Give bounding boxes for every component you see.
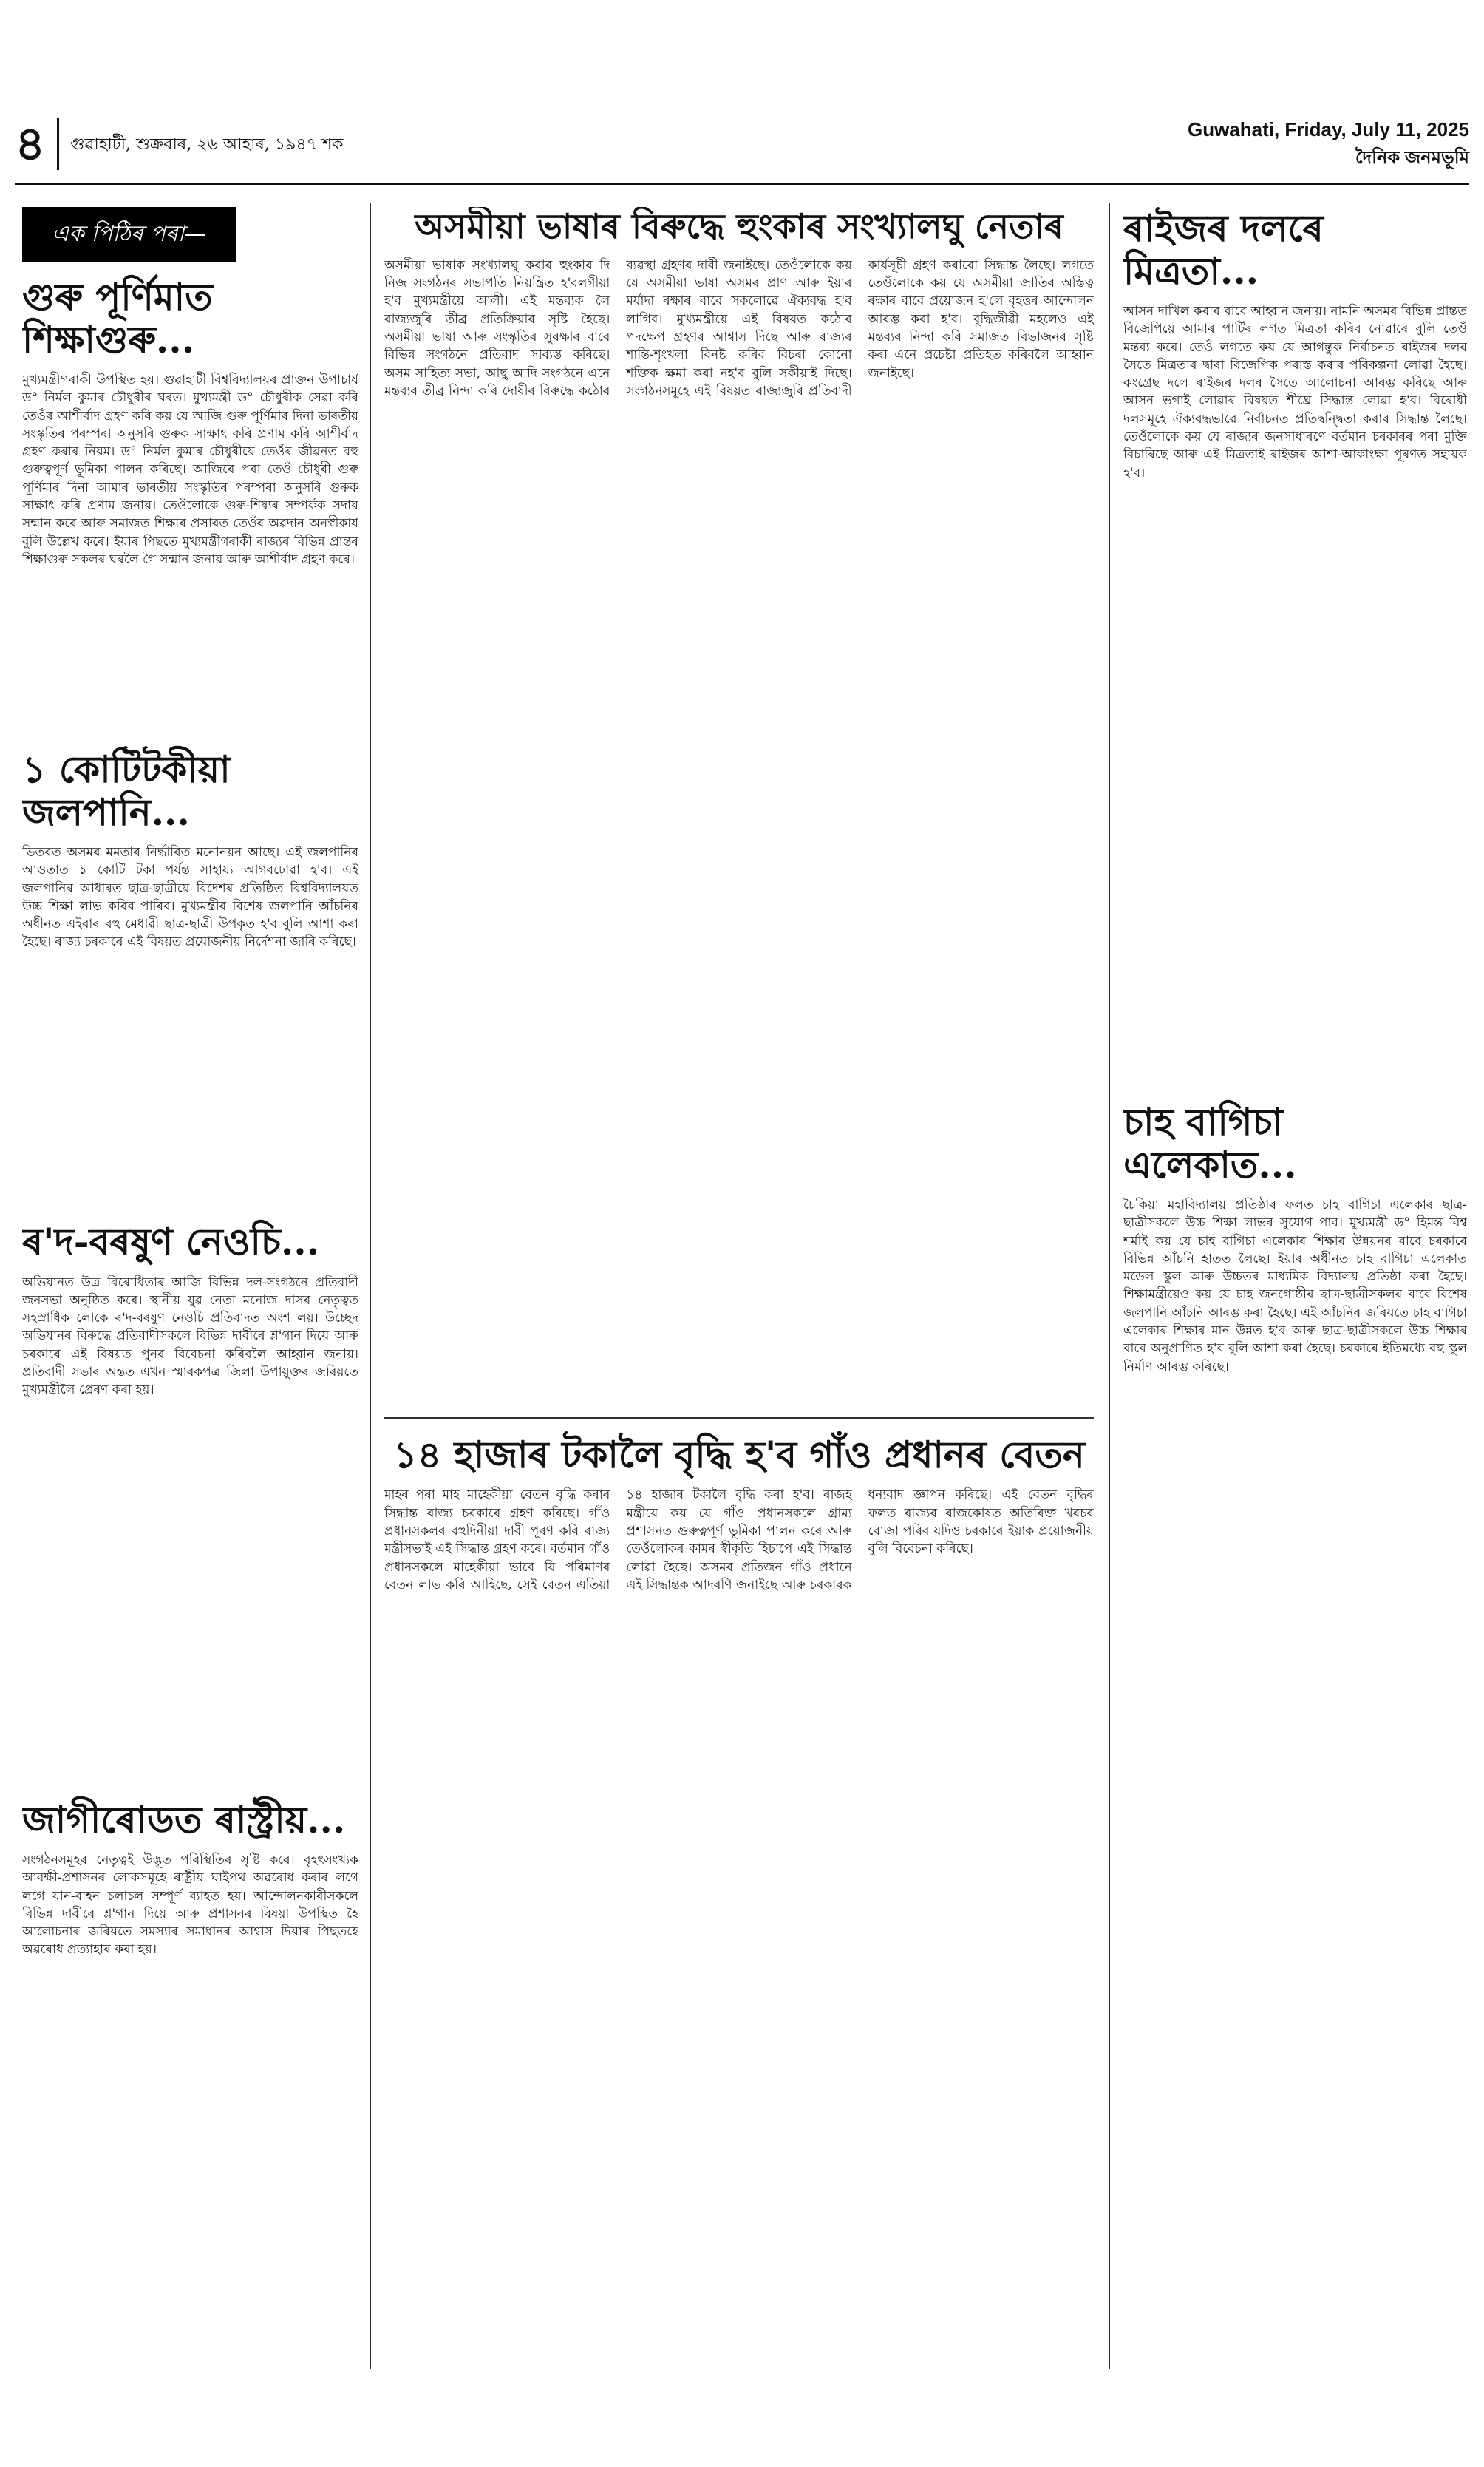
article-body: চৈকিয়া মহাবিদ্যালয় প্ৰতিষ্ঠাৰ ফলত চাহ বাগিচা এলেকাৰ ছাত্ৰ-ছাত্ৰীসকলে উচ্চ শিক্ষা লাভৰ সুযোগ পাব। মুখ্যমন্ত্ৰী ড° হিমন্ত বিশ্ব শৰ্মাই কয় যে চাহ বাগিচা এলেকাৰ শিক্ষাৰ উন্নয়নৰ বাবে চৰকাৰে বিভিন্ন আঁচনি হাতত লৈছে। ইয়াৰ অধীনত চাহ বাগিচা এলেকাত মডেল স্কুল আৰু উচ্চতৰ মাধ্যমিক বিদ্যালয় প্ৰতিষ্ঠা কৰা হৈছে। শিক্ষামন্ত্ৰীয়েও কয় যে চাহ জনগোষ্ঠীৰ ছাত্ৰ-ছাত্ৰীসকলৰ বাবে বিশেষ জলপানি আঁচনি আৰম্ভ কৰা হৈছে। এই আঁচনিৰ জৰিয়তে চাহ বাগিচা এলেকাৰ শিক্ষাৰ মান উন্নত হ'ব আৰু ছাত্ৰ-ছাত্ৰীসকলে উচ্চ শিক্ষাৰ বাবে অনুপ্ৰাণিত হ'ব বুলি আশা কৰা হৈছে। চৰকাৰে ইতিমধ্যে বহু স্কুল নিৰ্মাণ আৰম্ভ কৰিছে। [1123,1198,1467,1374]
article-body: মাহৰ পৰা মাহ মাহেকীয়া বেতন বৃদ্ধি কৰাৰ সিদ্ধান্ত ৰাজ্য চৰকাৰে গ্ৰহণ কৰিছে। গাঁও প্ৰধানসকলৰ বহুদিনীয়া দাবী পূৰণ কৰি ৰাজ্য মন্ত্ৰীসভাই এই সিদ্ধান্ত গ্ৰহণ কৰে। বৰ্তমান গাঁও প্ৰধানসকলে মাহেকীয়া ভাবে যি পৰিমাণৰ বেতন লাভ কৰি আহিছে, সেই বেতন এতিয়া ১৪ হাজাৰ টকালৈ বৃদ্ধি কৰা হ'ব। ৰাজহ মন্ত্ৰীয়ে কয় যে গাঁও প্ৰধানসকলে গ্ৰাম্য প্ৰশাসনত গুৰুত্বপূৰ্ণ ভূমিকা পালন কৰে আৰু তেওঁলোকৰ কামৰ স্বীকৃতি হিচাপে এই সিদ্ধান্ত লোৱা হৈছে। অসমৰ প্ৰতিজন গাঁও প্ৰধানে এই সিদ্ধান্তক আদৰণি জনাইছে আৰু চৰকাৰক ধন্যবাদ জ্ঞাপন কৰিছে। এই বেতন বৃদ্ধিৰ ফলত ৰাজ্যৰ ৰাজকোষত অতিৰিক্ত খৰচৰ বোজা পৰিব যদিও চৰকাৰে ইয়াক প্ৰয়োজনীয় বুলি বিবেচনা কৰিছে। [384,1487,1094,1592]
header-right [1188,118,1469,174]
article-body: সংগঠনসমূহৰ নেতৃত্বই উদ্ভূত পৰিস্থিতিৰ সৃষ্টি কৰে। বৃহৎসংখ্যক আবক্ষী-প্ৰশাসনৰ লোকসমূহে ৰাষ্ট্ৰীয় ঘাইপথ অৱৰোধ কৰাৰ লগে লগে যান-বাহন চলাচল সম্পূৰ্ণ ব্যাহত হয়। আন্দোলনকাৰীসকলে বিভিন্ন দাবীৰে শ্ল'গান দিয়ে আৰু প্ৰশাসনৰ বিষয়া উপস্থিত হৈ আলোচনাৰ জৰিয়তে সমস্যাৰ সমাধানৰ আশ্বাস দিয়াৰ পিছতহে অৱৰোধ প্ৰত্যাহাৰ কৰা হয়। [22,1853,358,1958]
article-body: অসমীয়া ভাষাক সংখ্যালঘু কৰাৰ হুংকাৰ দি নিজ সংগঠনৰ সভাপতি নিয়ন্ত্ৰিত হ'বলগীয়া হ'ব মুখ্যমন্ত্ৰীয়ে আলী। এই মন্তব্যক লৈ ৰাজ্যজুৰি তীব্ৰ প্ৰতিক্ৰিয়াৰ সৃষ্টি হৈছে। অসমীয়া ভাষা আৰু সংস্কৃতিৰ সুৰক্ষাৰ বাবে বিভিন্ন সংগঠনে প্ৰতিবাদ সাব্যস্ত কৰিছে। অসম সাহিত্য সভা, আছু আদি সংগঠনে এনে মন্তব্যৰ তীব্ৰ নিন্দা কৰি দোষীৰ বিৰুদ্ধে কঠোৰ ব্যৱস্থা গ্ৰহণৰ দাবী জনাইছে। তেওঁলোকে কয় যে অসমীয়া ভাষা অসমৰ প্ৰাণ আৰু ইয়াৰ মৰ্যাদা ৰক্ষাৰ বাবে সকলোৱে ঐক্যবদ্ধ হ'ব লাগিব। মুখ্যমন্ত্ৰীয়ে এই বিষয়ত কঠোৰ পদক্ষেপ গ্ৰহণৰ আশ্বাস দিছে আৰু ৰাজ্যৰ শান্তি-শৃংখলা বিনষ্ট কৰিব বিচৰা কোনো শক্তিক ক্ষমা কৰা নহ'ব বুলি সকীয়াই দিছে। সংগঠনসমূহে এই বিষয়ত ৰাজ্যজুৰি প্ৰতিবাদী কাৰ্যসূচী গ্ৰহণ কৰাৰো সিদ্ধান্ত লৈছে। লগতে তেওঁলোকে কয় যে অসমীয়া জাতিৰ অস্তিত্ব ৰক্ষাৰ বাবে প্ৰয়োজন হ'লে বৃহত্তৰ আন্দোলন আৰম্ভ কৰা হ'ব। বুদ্ধিজীৱী মহলেও এই মন্তব্যৰ নিন্দা কৰি সমাজত বিভাজনৰ সৃষ্টি কৰা এনে প্ৰচেষ্টা প্ৰতিহত কৰিবলৈ আহ্বান জনাইছে। [384,257,1094,398]
section-kicker: এক পিঠিৰ পৰা— [22,207,236,262]
column-divider [370,203,371,2369]
right-column [1123,207,1467,2366]
column-divider [1109,203,1110,2369]
article-headline: ৰ'দ-বৰষুণ নেওচি... [22,1220,320,1263]
left-column [22,207,358,2366]
date-line: গুৱাহাটী, শুক্ৰবাৰ, ২৬ আহাৰ, ১৯৪৭ শক [70,135,344,154]
page-number: ৪ [15,118,59,170]
article-headline: ১৪ হাজাৰ টকালৈ বৃদ্ধি হ'ব গাঁও প্ৰধানৰ বেতন [393,1432,1085,1476]
article-body: মুখ্যমন্ত্ৰীগৰাকী উপস্থিত হয়। গুৱাহাটী বিশ্ববিদ্যালয়ৰ প্ৰাক্তন উপাচাৰ্য ড° নিৰ্মল কুমাৰ চৌধুৰীৰ ঘৰত। মুখ্যমন্ত্ৰী ড° চৌধুৰীক সেৱা কৰি তেওঁৰ আশীৰ্বাদ গ্ৰহণ কৰি কয় যে আজি গুৰু পূৰ্ণিমাৰ দিনা ভাৰতীয় সংস্কৃতিৰ পৰম্পৰা অনুসৰি গুৰুক সাক্ষাৎ কৰি প্ৰণাম কৰি আশীৰ্বাদ গ্ৰহণ কৰাৰ নিয়ম। ড° নিৰ্মল কুমাৰ চৌধুৰীয়ে তেওঁৰ জীৱনত বহু গুৰুত্বপূৰ্ণ ভূমিকা পালন কৰিছে। আজিৰে পৰা তেওঁ চৌধুৰী গুৰু পূৰ্ণিমাৰ দিনা আমাৰ ভাৰতীয় সংস্কৃতিৰ পৰম্পৰা অনুসৰি গুৰুক সাক্ষাৎ কৰি প্ৰণাম জনায়। তেওঁলোকে গুৰু-শিষ্যৰ সম্পৰ্কক সদায় সন্মান কৰে আৰু সমাজত শিক্ষাৰ প্ৰসাৰত তেওঁৰ অৱদান অনস্বীকাৰ্য বুলি উল্লেখ কৰে। ইয়াৰ পিছতে মুখ্যমন্ত্ৰীগৰাকী ৰাজ্যৰ বিভিন্ন প্ৰান্তৰ শিক্ষাগুৰু সকলৰ ঘৰলৈ গৈ সন্মান জনায় আৰু আশীৰ্বাদ গ্ৰহণ কৰে। [22,373,358,567]
article-body: ভিতৰত অসমৰ মমতাৰ নিৰ্দ্ধাৰিত মনোনয়ন আছে। এই জলপানিৰ আওতাত ১ কোটি টকা পৰ্যন্ত সাহায্য আগবঢ়োৱা হ'ব। এই জলপানিৰ আধাৰত ছাত্ৰ-ছাত্ৰীয়ে বিদেশৰ প্ৰতিষ্ঠিত বিশ্ববিদ্যালয়ত উচ্চ শিক্ষা লাভ কৰিব পাৰিব। মুখ্যমন্ত্ৰীৰ বিশেষ জলপানি আঁচনিৰ অধীনত এইবাৰ বহু মেধাৱী ছাত্ৰ-ছাত্ৰী উপকৃত হ'ব বুলি আশা কৰা হৈছে। ৰাজ্য চৰকাৰে এই বিষয়ত প্ৰয়োজনীয় নিৰ্দেশনা জাৰি কৰিছে। [22,845,358,950]
article-body: অভিযানত উত্ৰ বিৰোধিতাৰ আজি বিভিন্ন দল-সংগঠনে প্ৰতিবাদী জনসভা অনুষ্ঠিত কৰে। স্থানীয় যুৱ নেতা মনোজ দাসৰ নেতৃত্বত সহস্ৰাধিক লোকে ৰ'দ-বৰষুণ নেওচি প্ৰতিবাদত অংশ লয়। উচ্ছেদ অভিযানৰ বিৰুদ্ধে প্ৰতিবাদীসকলে বিভিন্ন দাবীৰে শ্ল'গান দিয়ে আৰু চৰকাৰে এই বিষয়ত পুনৰ বিবেচনা কৰিবলৈ আহ্বান জনায়। প্ৰতিবাদী সভাৰ অন্তত এখন স্মাৰকপত্ৰ জিলা উপায়ুক্তৰ জৰিয়তে মুখ্যমন্ত্ৰীলৈ প্ৰেৰণ কৰা হয়। [22,1275,358,1398]
english-date: Guwahati, Friday, July 11, 2025 [1187,118,1469,140]
newspaper-name: দৈনিক জনমভূমি [1355,148,1469,168]
article-body: আসন দাখিল কৰাৰ বাবে আহ্বান জনায়। নামনি অসমৰ বিভিন্ন প্ৰান্তত বিজেপিয়ে আমাৰ পাৰ্টিৰ লগত মিত্ৰতা কৰিব নোৱাৰে বুলি তেওঁ মন্তব্য কৰে। তেওঁ লগতে কয় যে আগন্তুক নিৰ্বাচনত ৰাইজৰ দলৰ সৈতে মিত্ৰতাৰ দ্বাৰা বিজেপিক পৰাস্ত কৰাৰ পৰিকল্পনা লোৱা হৈছে। কংগ্ৰেছ দলে ৰাইজৰ দলৰ সৈতে আলোচনা আৰম্ভ কৰিছে আৰু আসন ভগাই লোৱাৰ বিষয়ত শীঘ্ৰে সিদ্ধান্ত লোৱা হ'ব। বিৰোধী দলসমূহে ঐক্যবদ্ধভাৱে নিৰ্বাচনত প্ৰতিদ্বন্দ্বিতা কৰাৰ সিদ্ধান্ত লৈছে। তেওঁলোকে কয় যে ৰাজ্যৰ জনসাধাৰণে বৰ্তমান চৰকাৰৰ পৰা মুক্তি বিচাৰিছে আৰু এই মিত্ৰতাই ৰাইজৰ আশা-আকাংক্ষা পূৰণত সহায়ক হ'ব। [1123,304,1467,481]
center-column [384,207,1094,2366]
article-headline: গুৰু পূৰ্ণিমাত শিক্ষাগুৰু... [22,275,213,362]
article-headline: ৰাইজৰ দলৰে মিত্ৰতা... [1123,207,1324,293]
article-headline: অসমীয়া ভাষাৰ বিৰুদ্ধে হুংকাৰ সংখ্যালঘু নেতাৰ [415,207,1063,246]
page-header [15,111,1469,185]
article-headline: জাগীৰোডত ৰাস্ট্ৰীয়... [22,1797,346,1842]
article-headline: চাহ বাগিচা এলেকাত... [1123,1100,1297,1187]
section-rule [384,1417,1094,1419]
article-headline: ১ কোটিটকীয়া জলপানি... [22,747,231,834]
